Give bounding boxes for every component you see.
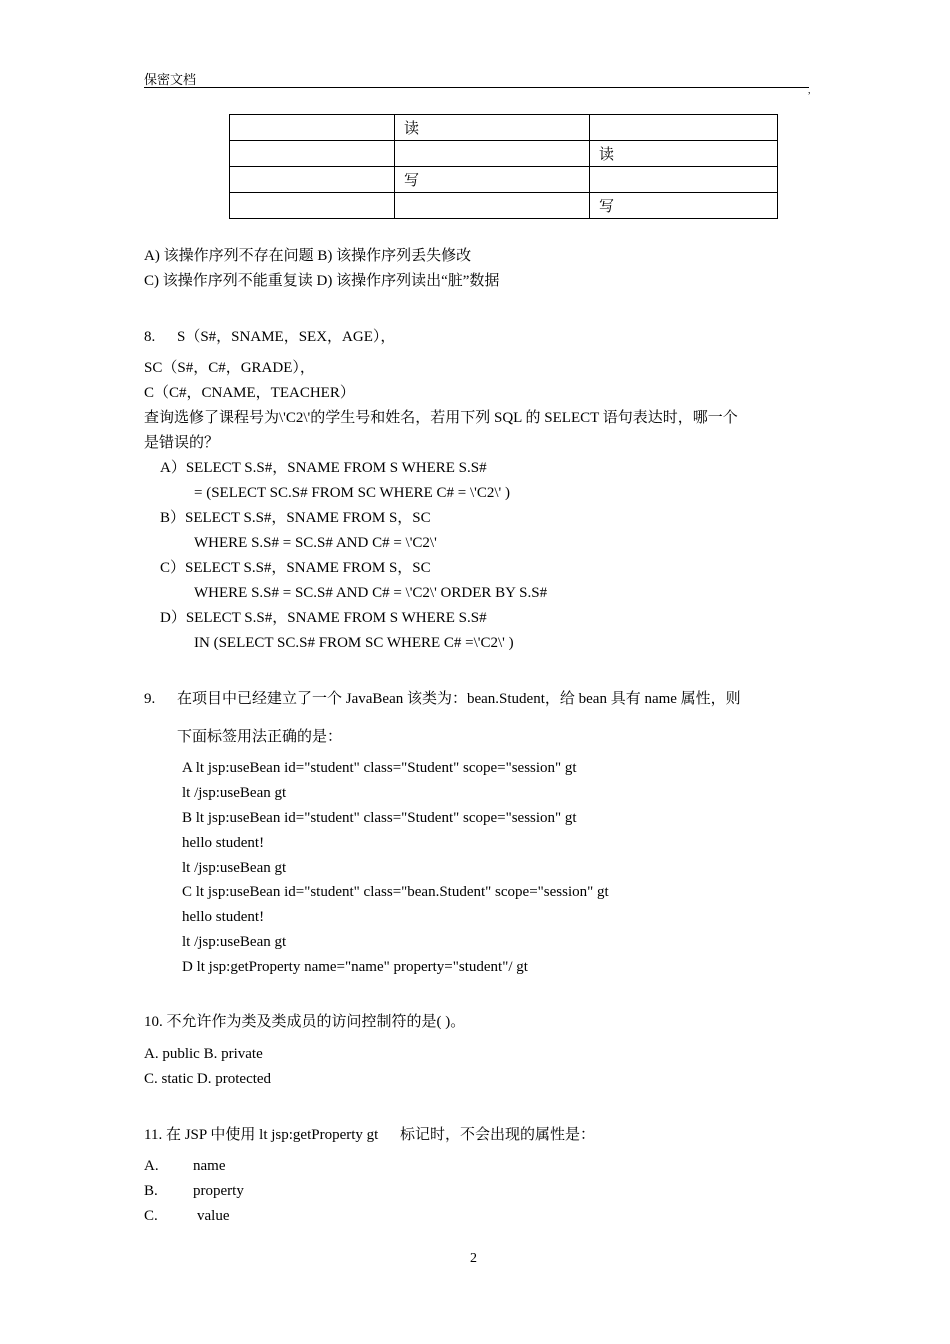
- table-cell: [590, 115, 778, 141]
- q11-option-text: value: [197, 1208, 230, 1224]
- q9-option-line: lt /jsp:useBean gt: [182, 785, 287, 801]
- q8-schema-c: C（C#，CNAME，TEACHER）: [144, 385, 355, 401]
- q11-option-label: A.: [144, 1158, 159, 1174]
- q11-option-text: property: [193, 1183, 244, 1199]
- table-cell: [230, 141, 395, 167]
- q10-options-line-2: C. static D. protected: [144, 1071, 272, 1087]
- q10-question: 10. 不允许作为类及类成员的访问控制符的是( )。: [144, 1014, 466, 1030]
- q9-number: 9.: [144, 691, 156, 707]
- q9-option-line: A lt jsp:useBean id="student" class="Student" scope="session" gt: [182, 760, 577, 776]
- table-cell: 读: [395, 115, 590, 141]
- q8-option-c: C）SELECT S.S#，SNAME FROM S，SC: [160, 560, 431, 576]
- q7-options-line-1: A) 该操作序列不存在问题 B) 该操作序列丢失修改: [144, 248, 472, 264]
- header-tick-mark: ,: [808, 85, 811, 96]
- table-row: [230, 167, 778, 193]
- q9-question-cont: 下面标签用法正确的是：: [177, 729, 343, 745]
- operation-sequence-table: [229, 114, 778, 219]
- q11-option-text: name: [193, 1158, 226, 1174]
- q11-question-cont: 标记时，不会出现的属性是：: [400, 1127, 596, 1143]
- q10-options-line-1: A. public B. private: [144, 1046, 263, 1062]
- q9-option-line: hello student!: [182, 909, 265, 925]
- q9-option-line: B lt jsp:useBean id="student" class="Student" scope="session" gt: [182, 810, 577, 826]
- q8-number: 8.: [144, 329, 156, 345]
- table-row: [230, 115, 778, 141]
- q8-option-b-cont: WHERE S.S# = SC.S# AND C# = \'C2\': [194, 535, 437, 551]
- table-cell: 写: [395, 167, 590, 193]
- q8-question: 查询选修了课程号为\'C2\'的学生号和姓名，若用下列 SQL 的 SELECT 语句表达时，哪一个: [144, 410, 738, 426]
- table-cell: [230, 115, 395, 141]
- table-cell: 写: [590, 193, 778, 219]
- q9-option-line: D lt jsp:getProperty name="name" property="student"/ gt: [182, 959, 528, 975]
- q8-option-b: B）SELECT S.S#，SNAME FROM S，SC: [160, 510, 431, 526]
- q8-question-cont: 是错误的？: [144, 435, 220, 451]
- q9-question: 在项目中已经建立了一个 JavaBean 该类为：bean.Student，给 bean 具有 name 属性，则: [177, 691, 741, 707]
- q8-option-a-cont: = (SELECT SC.S# FROM SC WHERE C# = \'C2\' ): [194, 485, 510, 501]
- q8-option-d-cont: IN (SELECT SC.S# FROM SC WHERE C# =\'C2\' ): [194, 635, 514, 651]
- table-cell: [395, 141, 590, 167]
- table-cell: [230, 193, 395, 219]
- q8-option-c-cont: WHERE S.S# = SC.S# AND C# = \'C2\' ORDER BY S.S#: [194, 585, 548, 601]
- header-rule: [144, 87, 809, 88]
- q9-option-line: lt /jsp:useBean gt: [182, 860, 287, 876]
- q9-option-line: lt /jsp:useBean gt: [182, 934, 287, 950]
- q8-schema-sc: SC（S#，C#，GRADE），: [144, 360, 315, 376]
- q9-option-line: C lt jsp:useBean id="student" class="bean.Student" scope="session" gt: [182, 884, 609, 900]
- page-number: 2: [470, 1251, 477, 1266]
- table-cell: [590, 167, 778, 193]
- q11-option-label: C.: [144, 1208, 158, 1224]
- q9-option-line: hello student!: [182, 835, 265, 851]
- table-row: [230, 193, 778, 219]
- q11-question: 11. 在 JSP 中使用 lt jsp:getProperty gt: [144, 1127, 379, 1143]
- q11-option-label: B.: [144, 1183, 158, 1199]
- table-cell: 读: [590, 141, 778, 167]
- q8-schema-s: S（S#，SNAME，SEX，AGE），: [177, 329, 396, 345]
- q8-option-a: A）SELECT S.S#，SNAME FROM S WHERE S.S#: [160, 460, 487, 476]
- table-row: [230, 141, 778, 167]
- q7-options-line-2: C) 该操作序列不能重复读 D) 该操作序列读出“脏”数据: [144, 273, 500, 289]
- table-cell: [395, 193, 590, 219]
- q8-option-d: D）SELECT S.S#，SNAME FROM S WHERE S.S#: [160, 610, 487, 626]
- document-header: 保密文档: [144, 72, 197, 87]
- table-cell: [230, 167, 395, 193]
